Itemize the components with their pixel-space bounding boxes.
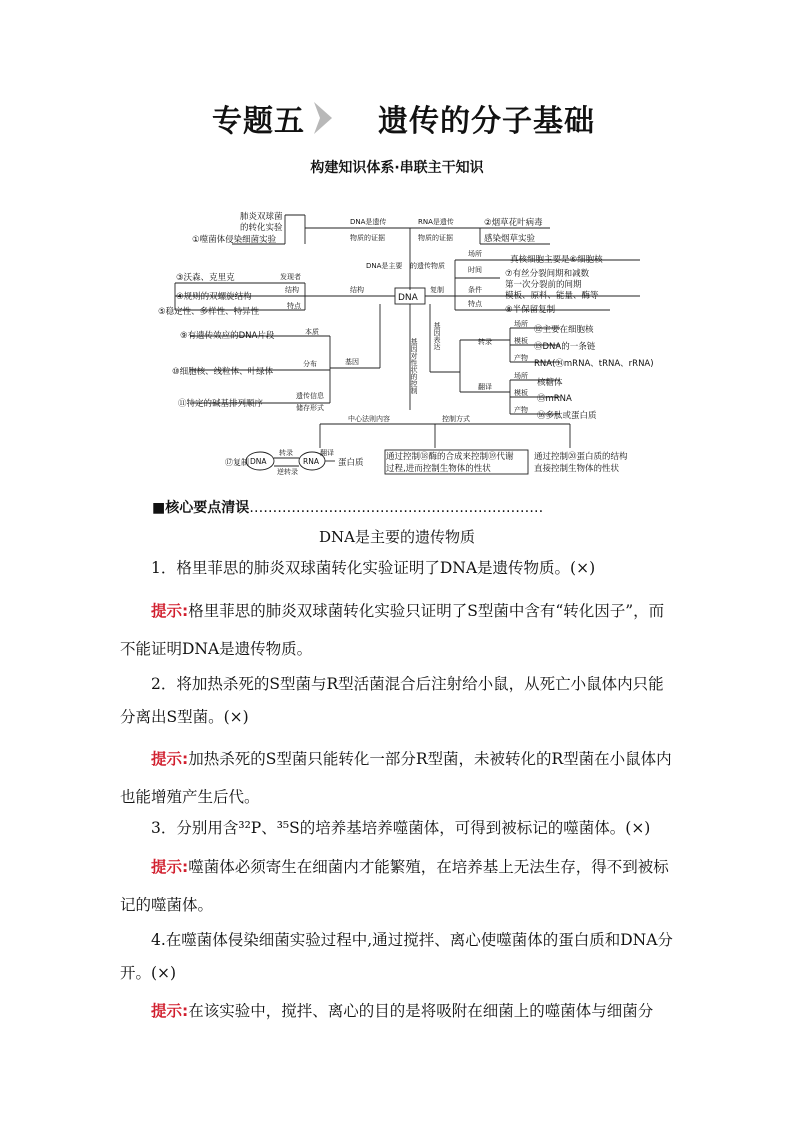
direct-control-2: 直接控制生物体的性状 — [534, 464, 620, 474]
main-genetic-material-1: DNA是主要 — [366, 262, 403, 270]
features-label: 特点 — [287, 302, 301, 310]
gene-distribution: ⑩细胞核、线粒体、叶绿体 — [172, 367, 274, 377]
question-text: 2．将加热杀死的S型菌与R型活菌混合后注射给小鼠，从死亡小鼠体内只能分离出S型菌。(×) — [120, 675, 664, 726]
dogma-dna: DNA — [250, 457, 267, 466]
tl-place: 核糖体 — [537, 378, 563, 388]
structure: ④规则的双螺旋结构 — [176, 292, 252, 302]
hint-text: 在该实验中，搅拌、离心的目的是将吸附在细菌上的噬菌体与细菌分 — [188, 1002, 654, 1020]
gene-info: ⑪特定的碱基排列顺序 — [178, 399, 264, 409]
tobacco-virus-2: 感染烟草实验 — [484, 234, 536, 244]
features: ⑤稳定性、多样性、特异性 — [158, 307, 260, 317]
hint-label: 提示: — [151, 1002, 189, 1020]
question-text: 3．分别用含³²P、³⁵S的培养基培养噬菌体，可得到被标记的噬菌体。(×) — [151, 819, 651, 837]
tl-product-label: 产物 — [514, 406, 528, 414]
gene-control-vertical: 基因对性状的控制 — [410, 338, 418, 394]
question-1 — [120, 552, 676, 585]
main-genetic-material-2: 的遗传物质 — [410, 262, 445, 270]
dogma-rna: RNA — [303, 457, 319, 466]
gene-distribution-label: 分布 — [303, 360, 317, 368]
indirect-control-2: 过程,进而控制生物体的性状 — [386, 464, 491, 474]
pneumococcus-experiment-2: 的转化实验 — [240, 223, 283, 233]
pneumococcus-experiment-1: 肺炎双球菌 — [240, 212, 283, 222]
direct-control-1: 通过控制⑳蛋白质的结构 — [534, 452, 628, 462]
discoverer-label: 发现者 — [280, 273, 301, 281]
dna-center: DNA — [398, 293, 418, 303]
question-2 — [120, 668, 676, 734]
tl-template-label: 模板 — [514, 389, 528, 397]
dogma-reverse: 逆转录 — [277, 468, 298, 476]
dogma-replicate: ⑰复制 — [225, 458, 249, 467]
rep-place-label: 场所 — [468, 250, 482, 258]
chapter-label: 专题五 — [212, 104, 305, 139]
tl-place-label: 场所 — [514, 372, 528, 380]
tr-product-label: 产物 — [514, 354, 528, 362]
gene-essence-label: 本质 — [305, 328, 319, 336]
hint-text: 格里菲思的肺炎双球菌转化实验只证明了S型菌中含有“转化因子”，而不能证明DNA是遗传物质。 — [120, 602, 665, 658]
rep-time-label: 时间 — [468, 266, 482, 274]
structure-label: 结构 — [285, 286, 299, 294]
rep-place: 真核细胞主要是⑥细胞核 — [510, 255, 603, 265]
rep-feature: ⑧半保留复制 — [505, 305, 556, 315]
gene-essence: ⑨有遗传效应的DNA片段 — [180, 331, 275, 341]
hint-label: 提示: — [151, 858, 189, 876]
discoverer: ③沃森、克里克 — [176, 273, 235, 283]
question-4 — [120, 924, 676, 990]
dna-evidence-2: 物质的证据 — [350, 234, 385, 242]
section-heading — [152, 497, 543, 517]
chevron-right-icon — [312, 100, 334, 136]
hint-text: 噬菌体必须寄生在细菌内才能繁殖，在培养基上无法生存，得不到被标记的噬菌体。 — [120, 858, 669, 914]
rep-feature-label: 特点 — [468, 300, 482, 308]
rna-evidence-1: RNA是遗传 — [418, 218, 454, 226]
tobacco-virus-1: ②烟草花叶病毒 — [484, 218, 543, 228]
section-title: DNA是主要的遗传物质 — [319, 528, 475, 546]
indirect-control-1: 通过控制⑱酶的合成来控制⑲代谢 — [386, 452, 514, 462]
question-3 — [120, 812, 676, 845]
tr-place-label: 场所 — [514, 320, 528, 328]
title-row — [0, 96, 794, 140]
transcription-label: 转录 — [478, 338, 492, 346]
dna-evidence-1: DNA是遗传 — [350, 218, 387, 226]
tl-product: ⑯多肽或蛋白质 — [537, 411, 597, 421]
hint-2 — [120, 740, 676, 816]
dogma-translate: 翻译 — [320, 449, 334, 457]
gene-info-label-2: 储存形式 — [296, 404, 324, 412]
phage-experiment: ①噬菌体侵染细菌实验 — [192, 235, 277, 245]
central-dogma-label: 中心法则内容 — [348, 415, 390, 423]
section-heading-text: ■核心要点清误 — [152, 500, 250, 516]
rep-condition-label: 条件 — [468, 286, 482, 294]
diagram-subtitle: 构建知识体系·串联主干知识 — [310, 160, 484, 176]
tr-template: ⑬DNA的一条链 — [534, 342, 596, 352]
rep-time-2: 第一次分裂前的间期 — [505, 280, 582, 290]
dogma-protein: 蛋白质 — [338, 458, 364, 468]
tl-template: ⑮mRNA — [537, 394, 572, 404]
rep-time-1: ⑦有丝分裂间期和减数 — [505, 269, 590, 279]
chapter-title: 遗传的分子基础 — [378, 104, 595, 139]
section-heading-dots: ……………………………………………………… — [249, 500, 544, 516]
question-text: 1．格里菲思的肺炎双球菌转化实验证明了DNA是遗传物质。(×) — [151, 559, 596, 577]
tr-product: RNA(⑭mRNA、tRNA、rRNA) — [534, 359, 654, 369]
gene-info-label-1: 遗传信息 — [296, 392, 324, 400]
gene-expression-vertical: 基因表达 — [433, 322, 441, 350]
gene-label: 基因 — [345, 358, 359, 366]
translation-label: 翻译 — [478, 383, 492, 391]
replication-label: 复制 — [430, 286, 444, 294]
control-mode-label: 控制方式 — [442, 415, 470, 423]
knowledge-diagram — [0, 190, 794, 490]
dogma-transcribe: 转录 — [279, 449, 293, 457]
rep-condition: 模板、原料、能量、酶等 — [505, 291, 599, 301]
tr-place: ⑫主要在细胞核 — [534, 325, 594, 335]
hint-label: 提示: — [151, 750, 189, 768]
hint-text: 加热杀死的S型菌只能转化一部分R型菌，未被转化的R型菌在小鼠体内也能增殖产生后代。 — [120, 750, 672, 806]
hint-3 — [120, 848, 676, 924]
rna-evidence-2: 物质的证据 — [418, 234, 453, 242]
question-text: 4.在噬菌体侵染细菌实验过程中,通过搅拌、离心使噬菌体的蛋白质和DNA分开。(×) — [120, 931, 673, 982]
hint-label: 提示: — [151, 602, 189, 620]
structure-main-label: 结构 — [350, 286, 364, 294]
hint-4 — [120, 992, 676, 1030]
hint-1 — [120, 592, 676, 668]
tr-template-label: 模板 — [514, 337, 528, 345]
